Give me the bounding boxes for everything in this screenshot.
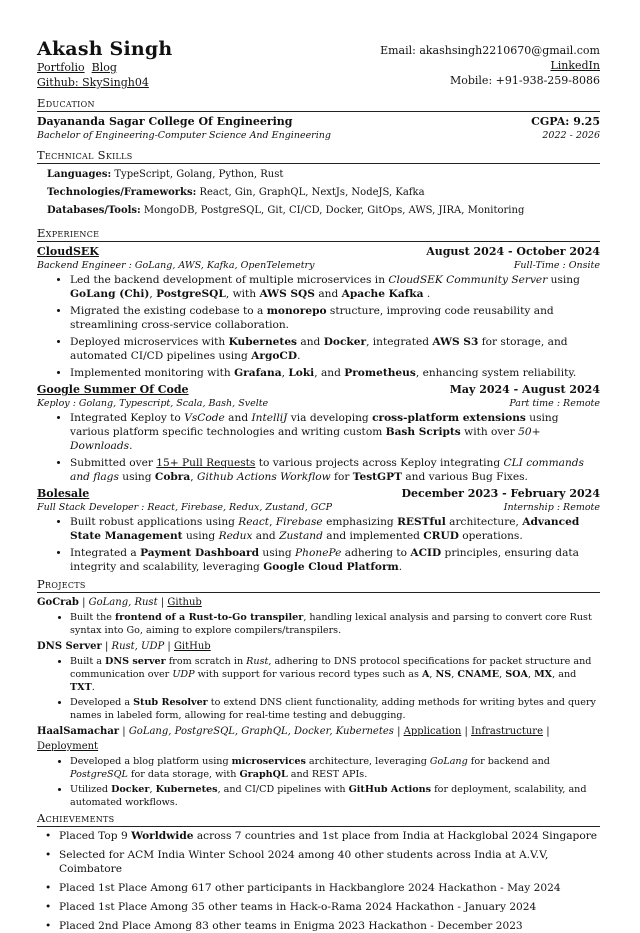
project-link[interactable]: Deployment [37,741,99,752]
list-item: • Placed 1st Place Among 35 other teams in Hack-o-Rama 2024 Hackathon - January 2024 [49,900,600,914]
github-link[interactable]: Github: SkySingh04 [37,76,149,89]
degree: Bachelor of Engineering-Computer Science And Engineering [37,130,331,141]
project-link[interactable]: Github [167,597,202,608]
project-link[interactable]: GitHub [173,641,211,652]
skills-tools: Databases/Tools: MongoDB, PostgreSQL, Git, CI/CD, Docker, GitOps, AWS, JIRA, Monitoring [47,205,525,216]
job-header [37,487,600,501]
job-dates: August 2024 - October 2024 [426,245,600,258]
list-item: • Placed 1st Place Among 617 other participants in Hackbanglore 2024 Hackathon - May 2024 [49,881,600,895]
project-title: GoCrab | GoLang, Rust | Github [37,597,202,608]
skills-list [37,166,600,220]
blog-link[interactable]: Blog [91,61,117,74]
header-left [37,38,172,90]
projects-heading: Projects [37,577,600,593]
skills-frameworks: Technologies/Frameworks: React, Gin, GraphQL, NextJs, NodeJS, Kafka [47,187,425,198]
list-item: • Developed a Stub Resolver to extend DNS client functionality, adding methods for writing bytes and query names in labeled form, allowing for real-time testing and debugging. [70,696,600,722]
job-bullets [37,411,600,484]
job-bullets [37,273,600,380]
company-name[interactable]: CloudSEK [37,245,99,258]
job-sub [37,259,600,272]
experience-heading: Experience [37,226,600,242]
linkedin-link[interactable]: LinkedIn [550,59,600,72]
company-name[interactable]: Bolesale [37,487,90,500]
job-role: Keploy : Golang, Typescript, Scala, Bash, Svelte [37,398,269,409]
job-header [37,245,600,259]
job-dates: December 2023 - February 2024 [401,487,600,500]
list-item: • Selected for ACM India Winter School 2024 among 40 other students across India at A.V.V, Coimbatore [49,848,600,876]
list-item: • Built a DNS server from scratch in Rust, adhering to DNS protocol specifications for packet structure and communication over UDP with support for various record types such as A, NS, CNAME, SOA, MX, and TXT. [70,655,600,694]
list-item: • Submitted over 15+ Pull Requests to various projects across Keploy integrating CLI commands and flags using Cobra, Github Actions Workflow for TestGPT and various Bug Fixes. [70,456,600,484]
project-bullets [37,755,600,809]
project-title: HaalSamachar | GoLang, PostgreSQL, GraphQL, Docker, Kubernetes | Application | Infrastructure | Deployment [37,726,550,752]
list-item: • Built the frontend of a Rust-to-Go transpiler, handling lexical analysis and parsing to convert core Rust syntax into Go, aiming to explore compilers/transpilers. [70,611,600,637]
job-dates: May 2024 - August 2024 [449,383,600,396]
project-bullets [37,611,600,637]
list-item: • Placed 2nd Place Among 83 other teams in Enigma 2023 Hackathon - December 2023 [49,919,600,933]
list-item: • Built robust applications using React, Firebase emphasizing RESTful architecture, Advanced State Management using Redux and Zustand and implemented CRUD operations. [70,515,600,543]
skills-languages: Languages: TypeScript, Golang, Python, Rust [47,169,284,180]
list-item: • Placed Top 9 Worldwide across 7 countries and 1st place from India at Hackglobal 2024 Singapore [49,829,600,843]
education-row [37,115,600,129]
mobile-text: Mobile: +91-938-259-8086 [449,74,600,87]
education-sub [37,129,600,142]
job-type: Full-Time : Onsite [513,260,600,271]
resume-header [37,38,600,90]
project-link[interactable]: Infrastructure [471,726,544,737]
list-item: • Integrated a Payment Dashboard using PhonePe adhering to ACID principles, ensuring data integrity and scalability, leveraging Google Cloud Platform. [70,546,600,574]
header-right [380,38,600,90]
list-item: • Integrated Keploy to VsCode and IntelliJ via developing cross-platform extensions using various platform specific technologies and writing custom Bash Scripts with over 50+ Downloads. [70,411,600,453]
job-type: Part time : Remote [509,398,600,409]
school-name: Dayananda Sagar College Of Engineering [37,115,293,128]
job-role: Backend Engineer : GoLang, AWS, Kafka, OpenTelemetry [37,260,315,271]
achievements-list [37,829,600,933]
company-name[interactable]: Google Summer Of Code [37,383,189,396]
job-header [37,383,600,397]
portfolio-link[interactable]: Portfolio [37,61,85,74]
project-link[interactable]: Application [403,726,462,737]
education-heading: Education [37,96,600,112]
job-role: Full Stack Developer : React, Firebase, Redux, Zustand, GCP [37,502,332,513]
job-sub [37,397,600,410]
list-item: • Utilized Docker, Kubernetes, and CI/CD pipelines with GitHub Actions for deployment, scalability, and automated workflows. [70,783,600,809]
project-bullets [37,655,600,722]
job-type: Internship : Remote [503,502,600,513]
candidate-name: Akash Singh [37,38,173,60]
list-item: • Led the backend development of multiple microservices in CloudSEK Community Server using GoLang (Chi), PostgreSQL, with AWS SQS and Apache Kafka . [70,273,600,301]
list-item: • Developed a blog platform using microservices architecture, leveraging GoLang for backend and PostgreSQL for data storage, with GraphQL and REST APIs. [70,755,600,781]
skills-heading: Technical Skills [37,148,600,164]
project-title: DNS Server | Rust, UDP | GitHub [37,641,211,652]
list-item: • Deployed microservices with Kubernetes and Docker, integrated AWS S3 for storage, and automated CI/CD pipelines using ArgoCD. [70,335,600,363]
cgpa: CGPA: 9.25 [531,115,600,128]
achievements-heading: Achievements [37,811,600,827]
job-bullets [37,515,600,574]
job-sub [37,501,600,514]
list-item: • Implemented monitoring with Grafana, Loki, and Prometheus, enhancing system reliability. [70,366,600,380]
list-item: • Migrated the existing codebase to a monorepo structure, improving code reusability and streamlining cross-service collaboration. [70,304,600,332]
email-text[interactable]: Email: akashsingh2210670@gmail.com [380,44,600,57]
education-years: 2022 - 2026 [542,130,600,141]
